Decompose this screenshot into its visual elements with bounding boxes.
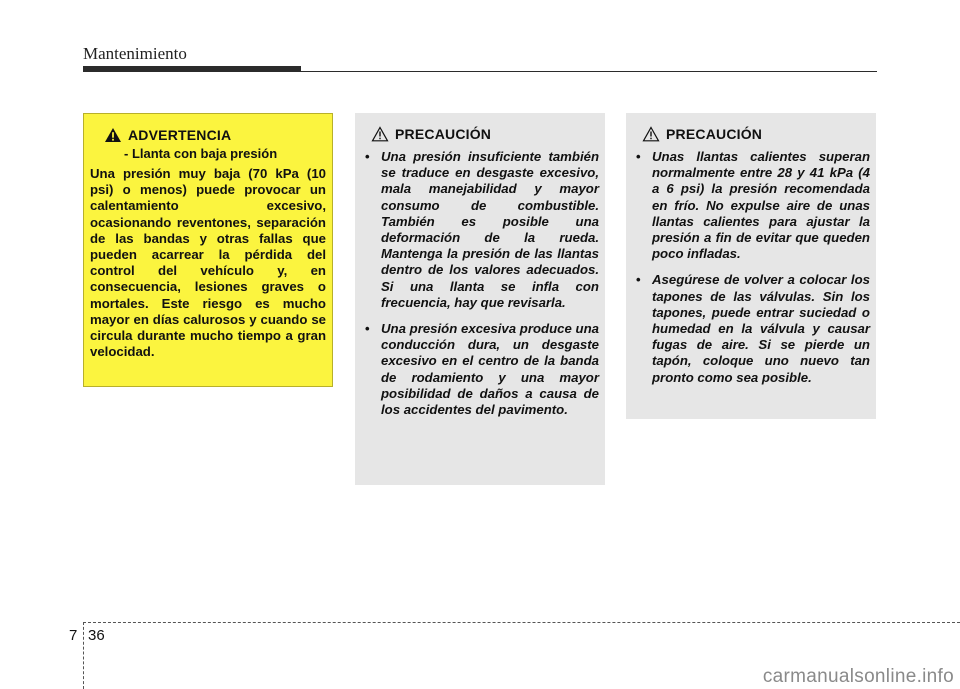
bullet: • [636, 149, 641, 164]
warning-body: Una presión muy baja (70 kPa (10 psi) o menos) puede provocar un calentamiento excesivo, ocasionando reventones, separación de las bandas y otras fallas que pueden acarrear la pérdida del control del vehículo y, en consecuencia, lesiones graves o mortales. Este riesgo es mucho mayor en días calurosos y cuando se circula durante mucho tiempo a gran velocidad. [90, 166, 326, 360]
caution-list-1 [361, 149, 599, 418]
warning-box [83, 113, 333, 387]
header-rule-thin [301, 71, 877, 72]
header-rule-thick [83, 66, 301, 72]
list-item: • Unas llantas calientes superan normalmente entre 28 y 41 kPa (4 a 6 psi) la presión recomendada en frío. No expulse aire de unas llantas calientes para ajustar la presión a fin de evitar que queden poco infladas. [636, 149, 870, 262]
section-title: Mantenimiento [83, 44, 187, 63]
caution-box-2 [626, 113, 876, 419]
chapter-number: 7 [69, 627, 78, 644]
page-number: 36 [88, 627, 105, 644]
caution-header-1 [361, 125, 599, 143]
list-item: • Una presión insuficiente también se traduce en desgaste excesivo, mala manejabilidad y mayor consumo de combustible. También es posible una deformación de la rueda. Mantenga la presión de las llantas dentro de los valores adecuados. Si una llanta se infla con frecuencia, hay que revisarla. [365, 149, 599, 310]
footer-rule [83, 622, 960, 623]
watermark: carmanualsonline.info [762, 666, 954, 687]
bullet: • [636, 272, 641, 288]
caution-triangle-icon [371, 126, 389, 142]
warning-subtitle: - Llanta con baja presión [124, 146, 278, 161]
caution-box-1 [355, 113, 605, 485]
warning-header [90, 126, 326, 144]
caution-title-2: PRECAUCIÓN [666, 126, 763, 142]
bullet: • [365, 149, 370, 164]
list-item: • Una presión excesiva produce una conducción dura, un desgaste excesivo en el centro de la banda de rodamiento y una mayor posibilidad de daños a causa de los accidentes del pavimento. [365, 321, 599, 418]
caution-title-1: PRECAUCIÓN [395, 126, 492, 142]
footer-divider [83, 622, 84, 689]
warning-triangle-icon [104, 127, 122, 143]
caution-list-2 [632, 149, 870, 386]
warning-title: ADVERTENCIA [128, 127, 232, 143]
bullet: • [365, 321, 370, 337]
caution-header-2 [632, 125, 870, 143]
caution-triangle-icon [642, 126, 660, 142]
list-item: • Asegúrese de volver a colocar los tapones de las válvulas. Sin los tapones, puede entrar suciedad o humedad en la válvula y causar fugas de aire. Si se pierde un tapón, coloque uno nuevo tan pronto como sea posible. [636, 272, 870, 385]
